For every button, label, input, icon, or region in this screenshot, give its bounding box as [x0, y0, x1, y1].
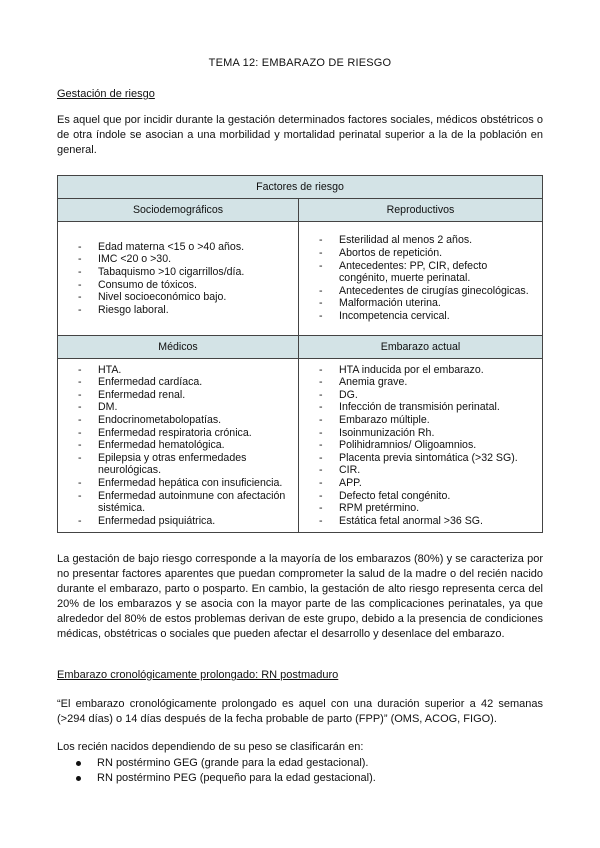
list-item: - RPM pretérmino. [319, 502, 538, 515]
list-item: - Enfermedad renal. [78, 389, 294, 402]
prolongado-quote-paragraph: “El embarazo cronológicamente prolongado es aquel con una duración superior a 42 semanas (>294 días) o 14 días después de la fecha probable de parto (FPP)” (OMS, ACOG, FIGO). [57, 698, 543, 725]
list-item: - Estática fetal anormal >36 SG. [319, 515, 538, 528]
list-item: - HTA. [78, 364, 294, 377]
list-item: - Polihidramnios/ Oligoamnios. [319, 439, 538, 452]
list-item: - IMC <20 o >30. [78, 253, 294, 266]
list-item: - Edad materna <15 o >40 años. [78, 241, 294, 254]
list-item: - Placenta previa sintomática (>32 SG). [319, 452, 538, 465]
list-item: - Defecto fetal congénito. [319, 490, 538, 503]
list-item: - Abortos de repetición. [319, 247, 538, 260]
list-item-text: RN postérmino GEG (grande para la edad gestacional). [97, 757, 369, 769]
document-title: TEMA 12: EMBARAZO DE RIESGO [208, 57, 392, 69]
list-item: - Enfermedad autoinmune con afectación sistémica. [78, 490, 294, 515]
list-item: - Nivel socioeconómico bajo. [78, 291, 294, 304]
list-item: - Embarazo múltiple. [319, 414, 538, 427]
classification-list [57, 756, 376, 786]
list-item: - Epilepsia y otras enfermedades neurológicas. [78, 452, 294, 477]
list-sociodemograficos [58, 237, 298, 321]
header-sociodemograficos: Sociodemográficos [58, 199, 299, 222]
list-item: - Enfermedad respiratoria crónica. [78, 427, 294, 440]
list-embarazo-actual [299, 360, 542, 532]
list-item: - Esterilidad al menos 2 años. [319, 234, 538, 247]
list-item: - DG. [319, 389, 538, 402]
section-heading-prolongado: Embarazo cronológicamente prolongado: RN postmaduro [57, 669, 339, 681]
cell-embarazo-actual [299, 359, 543, 533]
list-item: - HTA inducida por el embarazo. [319, 364, 538, 377]
list-item: - Consumo de tóxicos. [78, 279, 294, 292]
header-embarazo-actual: Embarazo actual [299, 336, 543, 359]
list-item: - DM. [78, 401, 294, 414]
list-item: - Enfermedad psiquiátrica. [78, 515, 294, 528]
bullet-icon [76, 776, 81, 781]
list-item: - APP. [319, 477, 538, 490]
classification-intro: Los recién nacidos dependiendo de su peso se clasificarán en: [57, 741, 364, 753]
list-item-text: RN postérmino PEG (pequeño para la edad gestacional). [97, 772, 376, 784]
list-item [57, 756, 376, 771]
list-item: - Enfermedad hepática con insuficiencia. [78, 477, 294, 490]
section-heading-gestacion: Gestación de riesgo [57, 88, 155, 100]
list-item: - Antecedentes de cirugías ginecológicas. [319, 285, 538, 298]
list-item: - Enfermedad cardíaca. [78, 376, 294, 389]
list-reproductivos [299, 230, 542, 326]
list-item: - CIR. [319, 464, 538, 477]
list-medicos [58, 360, 298, 532]
cell-medicos [58, 359, 299, 533]
list-item [57, 771, 376, 786]
riesgo-explanation-paragraph: La gestación de bajo riesgo corresponde a la mayoría de los embarazos (80%) y se caracteriza por no presentar factores aparentes que puedan comprometer la salud de la madre o del recién nacido durante el embarazo, parto o posparto. En cambio, la gestación de alto riesgo representa cerca del 20% de los embarazos y se asocia con la mayor parte de las complicaciones perinatales, ya que alrededor del 80% de estos problemas derivan de este grupo, debido a la presencia de condiciones médicas, obstétricas o sociales que pueden afectar el desarrollo y desenlace del embarazo. [57, 553, 543, 640]
cell-reproductivos [299, 222, 543, 336]
list-item: - Malformación uterina. [319, 297, 538, 310]
risk-factors-table [57, 175, 543, 533]
header-reproductivos: Reproductivos [299, 199, 543, 222]
list-item: - Isoinmunización Rh. [319, 427, 538, 440]
list-item: - Anemia grave. [319, 376, 538, 389]
list-item: - Tabaquismo >10 cigarrillos/día. [78, 266, 294, 279]
list-item: - Antecedentes: PP, CIR, defecto congénito, muerte perinatal. [319, 260, 538, 285]
list-item: - Endocrinometabolopatías. [78, 414, 294, 427]
list-item: - Incompetencia cervical. [319, 310, 538, 323]
gestacion-definition-paragraph: Es aquel que por incidir durante la gestación determinados factores sociales, médicos obstétricos o de otra índole se asocian a una morbilidad y mortalidad perinatal superior a la de la población en general. [57, 114, 543, 156]
list-item: - Riesgo laboral. [78, 304, 294, 317]
cell-sociodemograficos [58, 222, 299, 336]
list-item: - Infección de transmisión perinatal. [319, 401, 538, 414]
header-medicos: Médicos [58, 336, 299, 359]
bullet-icon [76, 761, 81, 766]
list-item: - Enfermedad hematológica. [78, 439, 294, 452]
table-title: Factores de riesgo [58, 176, 543, 199]
